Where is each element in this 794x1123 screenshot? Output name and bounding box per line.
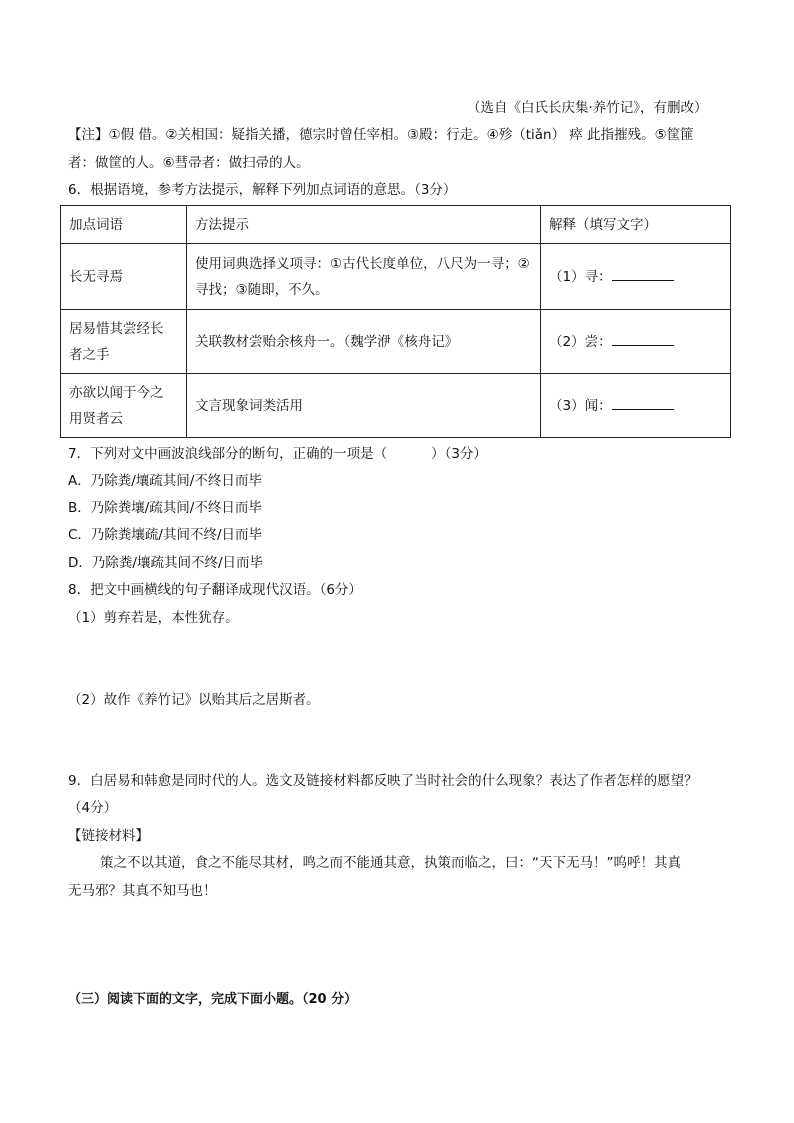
header-hint: 方法提示 xyxy=(187,206,541,244)
option-c: C．乃除粪壤疏/其间不终/日而毕 xyxy=(68,527,263,543)
question-6-table xyxy=(60,205,731,438)
section-3-heading: （三）阅读下面的文字，完成下面小题。（20 分） xyxy=(68,992,358,1007)
notes-line-1: 【注】①假 借。②关相国：疑指关播，德宗时曾任宰相。③殿：行走。④殄（tiǎn） 瘁 此指摧残。⑤筐篚 xyxy=(68,127,694,143)
word-cell: 居易惜其尝经长 者之手 xyxy=(61,310,187,374)
table-row xyxy=(61,244,731,310)
question-9-line-2: （4分） xyxy=(68,800,118,816)
source-citation: （选自《白氏长庆集·养竹记》，有删改） xyxy=(467,100,708,116)
answer-blank[interactable] xyxy=(612,266,674,281)
question-9-line-1: 9．白居易和韩愈是同时代的人。选文及链接材料都反映了当时社会的什么现象？表达了作者怎样的愿望？ xyxy=(68,773,698,789)
question-8-sentence-2: （2）故作《养竹记》以贻其后之居斯者。 xyxy=(68,692,320,708)
answer-cell[interactable]: （3）闻： xyxy=(541,374,731,438)
header-answer: 解释（填写文字） xyxy=(541,206,731,244)
option-d: D．乃除粪/壤疏其间不终/日而毕 xyxy=(68,555,263,571)
word-cell: 亦欲以闻于今之 用贤者云 xyxy=(61,374,187,438)
header-word: 加点词语 xyxy=(61,206,187,244)
answer-blank[interactable] xyxy=(612,331,674,346)
question-7-stem: 7．下列对文中画波浪线部分的断句，正确的一项是（ ）（3分） xyxy=(68,446,487,462)
hint-cell: 关联教材尝贻余核舟一。（魏学洢《核舟记》 xyxy=(187,310,541,374)
option-b: B．乃除粪壤/疏其间/不终日而毕 xyxy=(68,500,262,516)
material-line-1: 策之不以其道，食之不能尽其材，鸣之而不能通其意，执策而临之，曰：“天下无马！”呜呼！其真 xyxy=(100,855,681,871)
material-label: 【链接材料】 xyxy=(68,828,149,844)
material-line-2: 无马邪？其真不知马也！ xyxy=(68,883,217,899)
hint-cell: 文言现象词类活用 xyxy=(187,374,541,438)
notes-line-2: 者：做筐的人。⑥彗帚者：做扫帚的人。 xyxy=(68,155,310,171)
table-header-row xyxy=(61,206,731,244)
table-row xyxy=(61,374,731,438)
question-6-stem: 6．根据语境，参考方法提示，解释下列加点词语的意思。（3分） xyxy=(68,182,457,198)
option-a: A．乃除粪/壤疏其间/不终日而毕 xyxy=(68,473,262,489)
word-cell: 长无寻焉 xyxy=(61,244,187,310)
hint-cell: 使用词典选择义项寻：①古代长度单位，八尺为一寻；② 寻找；③随即，不久。 xyxy=(187,244,541,310)
question-8-stem: 8．把文中画横线的句子翻译成现代汉语。（6分） xyxy=(68,582,362,598)
answer-blank[interactable] xyxy=(612,395,674,410)
question-8-sentence-1: （1）剪弃若是，本性犹存。 xyxy=(68,610,239,626)
table-row xyxy=(61,310,731,374)
answer-cell[interactable]: （1）寻： xyxy=(541,244,731,310)
answer-cell[interactable]: （2）尝： xyxy=(541,310,731,374)
